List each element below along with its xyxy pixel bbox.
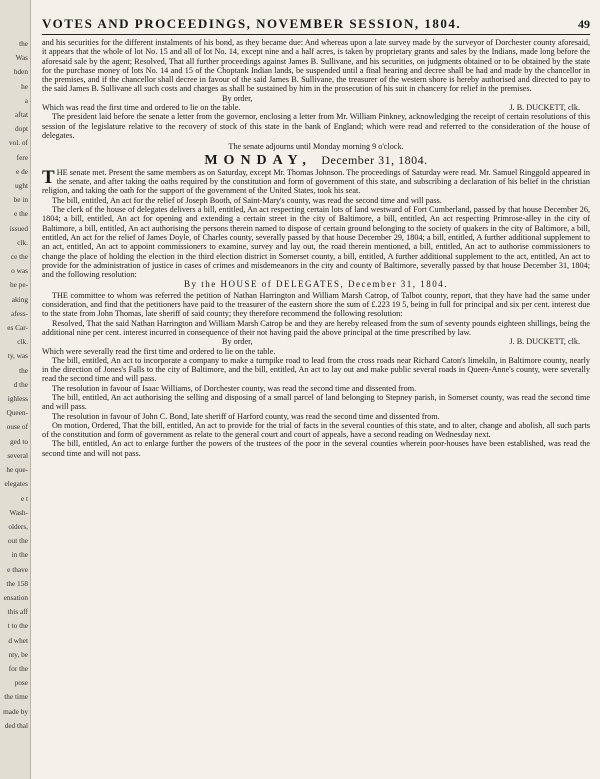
gutter-fragment: t to the [7, 621, 28, 631]
left-page-gutter [0, 0, 31, 779]
gutter-fragment: in the [11, 550, 28, 560]
paragraph: Which were severally read the first time and ordered to lie on the table. [42, 346, 276, 356]
paragraph: The resolution in favour of John C. Bond, late sheriff of Harford county, was read the second time and dissented from. [52, 411, 440, 421]
gutter-fragment: the [19, 365, 28, 375]
gutter-fragment: Queen- [6, 408, 28, 418]
by-order-label: By order, [222, 337, 253, 347]
drop-cap: T [42, 166, 55, 188]
gutter-fragment: hden [13, 67, 28, 77]
gutter-fragment: nty, be [8, 649, 28, 659]
clerk-signature: J. B. DUCKETT, clk. [509, 337, 580, 347]
gutter-fragment: a [24, 95, 28, 105]
running-title: VOTES AND PROCEEDINGS, NOVEMBER SESSION, 1804. [42, 16, 462, 31]
gutter-fragment: he que- [6, 465, 28, 475]
day-heading [42, 152, 590, 168]
gutter-fragment: for the [8, 663, 28, 673]
paragraph: The bill, entitled, An act to enlarge further the powers of the trustees of the poor in the several counties wherein poor-houses have been established, was read the second time and will not pass. [42, 439, 590, 458]
paragraph: The bill, entitled, An act to incorporate a company to make a turnpike road to lead from the cross roads near Richard Caton's limekiln, in Baltimore county, nearly in the direction of Jones's Falls to the city of Baltimore, and the bill, entitled, An act to lay out and make public several roads in Queen-Anne's county, were severally read the second time and will pass. [42, 355, 590, 384]
paragraph: Resolved, That the said Nathan Harrington and William Marsh Catrop be and they are hereby released from the sum of seventy pounds eighteen shillings, being the additional nine per cent. interest incurred in consequence of their not having paid the above principal at the time prescribed by law. [42, 318, 590, 337]
gutter-fragment: this aff [7, 607, 28, 617]
gutter-fragment: afess- [10, 308, 28, 318]
gutter-fragment: Was [15, 53, 28, 63]
gutter-fragment: ty, was [7, 351, 28, 361]
gutter-fragment: e t [20, 493, 28, 503]
gutter-fragment: the [19, 39, 28, 48]
gutter-fragment: several [7, 450, 28, 460]
gutter-fragment: issued [9, 223, 28, 233]
day-date: December 31, 1804. [321, 152, 428, 167]
gutter-fragment: dopt [15, 124, 28, 134]
gutter-fragment: e thave [7, 564, 28, 574]
gutter-fragment: o was [11, 266, 28, 276]
gutter-fragment: d the [13, 379, 28, 389]
gutter-fragment: aking [11, 294, 28, 304]
gutter-fragment: made by [3, 706, 28, 716]
adjournment-line: The senate adjourns until Monday morning 9 o'clock. [228, 142, 404, 152]
clerk-signature: J. B. DUCKETT, clk. [509, 103, 580, 113]
signature-line [42, 103, 590, 112]
paragraph: THE committee to whom was referred the petition of Nathan Harrington and William Marsh Catrop, of Talbot county, report, that they have had the same under consideration, and find that the petitioners have paid to the treasurer of the eastern shore the sum of £.223 19 5, being in full for principal and six per cent. interest due to the state from John Thomas, late sheriff of said county; they therefore recommend the following resolution: [42, 290, 590, 319]
gutter-fragment: fere [16, 152, 28, 162]
gutter-fragment: ught [15, 181, 28, 191]
paragraph: and his securities for the different instalments of his bond, as they became due: And whereas upon a late survey made by the surveyor of Dorchester county aforesaid, it appears that the whole of lot No. 15 and all of lot No. 14, except nine and a half acres, is taken by proprietary grants and sales by the Indians, made long before the aforesaid sale by the agent; Resolved, That all further proceedings against James B. Sullivane, and his securities, on judgments obtained or to be obtained by the state for the purchase money of lots No. 14 and 15 of the Choptank Indian lands, be suspended until a final hearing and decree shall be had and made by the chancellor in the premises, and if the chancellor shall decree in favour of the said James B. Sullivane, the treasurer of the western shore is hereby authorised and directed to pay to the said James B. Sullivane all such costs and charges as shall be sustained by him in the prosecution of his suit in chancery for relief in the premises. [42, 38, 590, 94]
gutter-fragment: be in [13, 195, 28, 205]
paragraph: The president laid before the senate a letter from the governor, enclosing a letter from Mr. William Pinkney, acknowledging the receipt of certain resolutions of this session of the legislature relative to the recovery of stock of this state in the bank of England; which were read and referred to the consideration of the house of delegates. [42, 112, 590, 140]
paragraph: Which was read the first time and ordered to lie on the table. [42, 103, 241, 113]
gutter-fragment: pose [14, 678, 28, 688]
day-name: MONDAY, [204, 152, 312, 168]
paragraph [42, 168, 590, 196]
gutter-fragment: ged to [9, 436, 28, 446]
gutter-fragment: he [21, 81, 28, 91]
gutter-fragment: he pe- [9, 280, 28, 290]
gutter-fragment: elegates [4, 479, 28, 489]
page-header [42, 16, 590, 35]
gutter-fragment: the 158 [6, 578, 28, 588]
gutter-fragment: e the [14, 209, 28, 219]
gutter-fragment: d whet [8, 635, 28, 645]
gutter-fragment: ce the [10, 252, 28, 262]
document-page [42, 16, 590, 458]
gutter-fragment: olders, [8, 521, 28, 531]
gutter-fragment: ouse of [6, 422, 28, 432]
gutter-fragment: the time [4, 692, 28, 702]
gutter-fragment: vol. of [8, 138, 28, 148]
paragraph: The bill, entitled, An act authorising the selling and disposing of a small parcel of land belonging to Stepney parish, in Somerset county, was read the second time and will pass. [42, 392, 590, 412]
gutter-fragment: clk. [17, 237, 28, 247]
house-heading: By the HOUSE of DELEGATES, December 31, 1804. [184, 279, 448, 290]
gutter-fragment: clk. [17, 337, 28, 347]
by-order-label: By order, [222, 93, 253, 103]
paragraph: On motion, Ordered, That the bill, entitled, An act to provide for the trial of facts in the several counties of this state, and to alter, change and abolish, all such parts of the constitution and form of government as relate to the general court and court of appeals, have a second reading on Wednesday next. [42, 420, 590, 440]
gutter-fragment: ensation [3, 592, 28, 602]
page-number: 49 [578, 17, 590, 31]
gutter-fragment: ded thal [4, 720, 28, 730]
gutter-fragment: Wash- [9, 507, 28, 517]
paragraph-text: HE senate met. Present the same members as on Saturday, except Mr. Thomas Johnson. The proceedings of Saturday were read. Mr. Samuel Ringgold appeared in the senate, and after taking the oaths required by the constitution and form of government of this state, and subscribing a declaration of his belief in the christian religion, and taking the oath for the support of the government of the United States, took his seat. [42, 167, 590, 196]
signature-block [42, 337, 590, 346]
gutter-fragment: out the [7, 536, 28, 546]
gutter-fragment: aftat [15, 110, 28, 120]
page-body [42, 38, 590, 458]
signature-block [42, 94, 590, 103]
paragraph: The bill, entitled, An act for the relief of Joseph Booth, of Saint-Mary's county, was read the second time and will pass. [52, 195, 442, 205]
gutter-fragment: ighless [7, 394, 28, 404]
gutter-fragment: e de [16, 166, 28, 176]
paragraph: The clerk of the house of delegates delivers a bill, entitled, An act respecting certain lots of land westward of Fort Cumberland, passed by that house December 26, 1804; a bill, entitled, An act for opening and extending a certain street in the city of Baltimore, a bill, entitled, An act respecting Primrose-alley in the city of Baltimore, a bill, entitled, An act authorising the persons therein named to dispose of certain ground belonging to the society of quakers in the city of Baltimore, a bill, entitled, An act for the relief of James Doyle, of Charles county, severally passed by that house December 29, 1804; a bill, entitled, A further additional supplement to an act, entitled, An act to appoint commissioners to examine, survey and lay out, the road therein mentioned, a bill, entitled, An act to authorise commissioners to change the place of holding the election in the third election district in Somerset county, a bill, entitled, A further additional supplement to the act, entitled, An act to provide for the administration of justice in cases of crimes and misdemeanors in the city and county of Baltimore, severally passed by that house December 31, 1804; and the following resolution: [42, 205, 590, 280]
gutter-fragment: es Car- [7, 323, 28, 333]
paragraph: The resolution in favour of Isaac Williams, of Dorchester county, was read the second time and dissented from. [52, 383, 417, 393]
